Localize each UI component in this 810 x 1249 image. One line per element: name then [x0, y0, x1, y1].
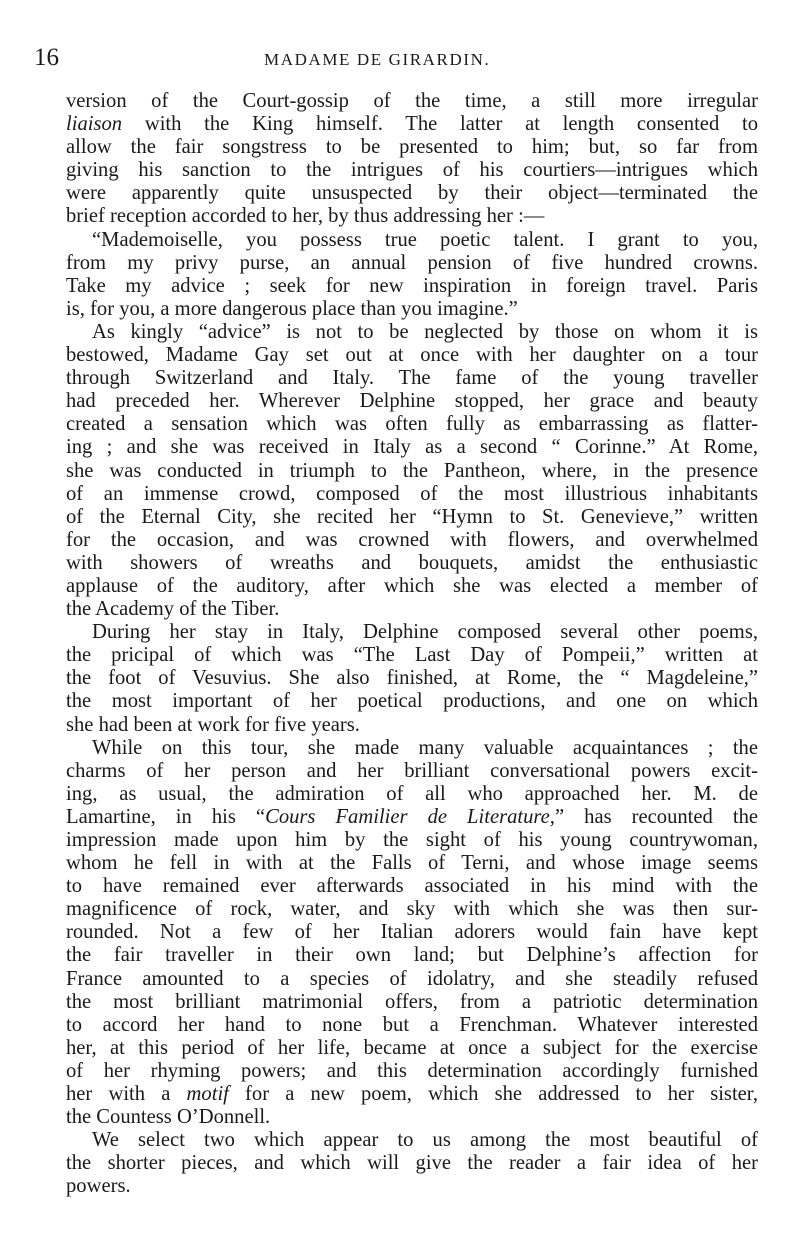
text-line: created a sensation which was often fully as embarrassing as flatter- — [66, 413, 758, 436]
text-line: the fair traveller in their own land; but Delphine’s affection for — [66, 944, 758, 967]
paragraph — [40, 321, 758, 621]
text-line: allow the fair songstress to be presented to him; but, so far from — [66, 136, 758, 159]
margin-specks — [786, 965, 800, 1005]
text-line: to accord her hand to none but a Frenchman. Whatever interested — [66, 1013, 758, 1036]
text-line: to have remained ever afterwards associated in his mind with the — [66, 875, 758, 898]
running-head — [34, 44, 762, 76]
text-line: We select two which appear to us among the most beautiful of — [92, 1129, 758, 1152]
page-number: 16 — [34, 44, 59, 71]
paragraph — [40, 90, 758, 229]
body-text — [40, 90, 758, 1199]
paragraph — [40, 1129, 758, 1198]
text-line: As kingly “advice” is not to be neglected by those on whom it is — [92, 320, 758, 343]
text-line: brief reception accorded to her, by thus addressing her :— — [66, 205, 545, 228]
text-line: the pricipal of which was “The Last Day of Pompeii,” written at — [66, 644, 758, 667]
text-line: had preceded her. Wherever Delphine stopped, her grace and beauty — [66, 390, 758, 413]
text-line: impression made upon him by the sight of his young countrywoman, — [66, 829, 758, 851]
text-line: charms of her person and her brilliant conversational powers excit- — [66, 759, 758, 782]
text-line: the most important of her poetical productions, and one on which — [66, 690, 758, 713]
text-line: her, at this period of her life, became at once a subject for the exercise — [66, 1036, 758, 1059]
text-line: the Academy of the Tiber. — [66, 598, 280, 621]
text-line: with showers of wreaths and bouquets, amidst the enthusiastic — [66, 551, 758, 574]
text-line: of her rhyming powers; and this determination accordingly furnished — [66, 1059, 758, 1082]
text-line: rounded. Not a few of her Italian adorers would fain have kept — [66, 921, 758, 944]
paragraph — [40, 621, 758, 736]
text-line: Take my advice ; seek for new inspiration in foreign travel. Paris — [66, 274, 758, 297]
text-line: powers. — [66, 1175, 131, 1198]
text-line: bestowed, Madame Gay set out at once with her daughter on a tour — [66, 344, 758, 367]
text-line: the shorter pieces, and which will give the reader a fair idea of her — [66, 1152, 758, 1175]
text-line: During her stay in Italy, Delphine composed several other poems, — [92, 621, 758, 644]
text-line: from my privy purse, an annual pension of five hundred crowns. — [66, 251, 758, 274]
paragraph — [40, 229, 758, 321]
text-line: ing ; and she was received in Italy as a second “ Corinne.” At Rome, — [66, 436, 758, 459]
text-line: France amounted to a species of idolatry, and she steadily refused — [66, 967, 758, 990]
text-line: the foot of Vesuvius. She also finished, at Rome, the “ Magdeleine,” — [66, 667, 758, 690]
text-line: whom he fell in with at the Falls of Terni, and whose image seems — [66, 852, 758, 875]
text-line: were apparently quite unsuspected by their object—terminated the — [66, 182, 758, 205]
text-line: the most brilliant matrimonial offers, from a patriotic determination — [66, 990, 758, 1013]
text-line: ing, as usual, the admiration of all who approached her. M. de — [66, 782, 758, 805]
text-line: liaison with the King himself. The latter at length consented to — [66, 113, 758, 136]
text-line: “Mademoiselle, you possess true poetic talent. I grant to you, — [92, 228, 758, 251]
text-line: of the Eternal City, she recited her “Hymn to St. Genevieve,” written — [66, 505, 758, 528]
running-title: MADAME DE GIRARDIN. — [264, 50, 491, 69]
paragraph — [40, 737, 758, 1130]
text-line: her with a motif for a new poem, which she addressed to her sister, — [66, 1083, 758, 1106]
text-line: Lamartine, in his “Cours Familier de Literature,” has recounted the — [66, 805, 759, 828]
text-line: version of the Court-gossip of the time, a still more irregular — [66, 90, 758, 112]
text-line: through Switzerland and Italy. The fame of the young traveller — [66, 367, 758, 390]
text-line: for the occasion, and was crowned with flowers, and overwhelmed — [66, 528, 758, 551]
text-line: applause of the auditory, after which she was elected a member of — [66, 574, 758, 597]
text-line: the Countess O’Donnell. — [66, 1106, 271, 1129]
text-line: giving his sanction to the intrigues of his courtiers—intrigues which — [66, 159, 758, 182]
text-line: she was conducted in triumph to the Pantheon, where, in the presence — [66, 459, 758, 482]
text-line: magnificence of rock, water, and sky with which she was then sur- — [66, 898, 758, 921]
text-line: While on this tour, she made many valuable acquaintances ; the — [92, 736, 758, 759]
text-line: is, for you, a more dangerous place than you imagine.” — [66, 297, 518, 320]
text-line: she had been at work for five years. — [66, 713, 360, 736]
text-line: of an immense crowd, composed of the most illustrious inhabitants — [66, 482, 758, 505]
